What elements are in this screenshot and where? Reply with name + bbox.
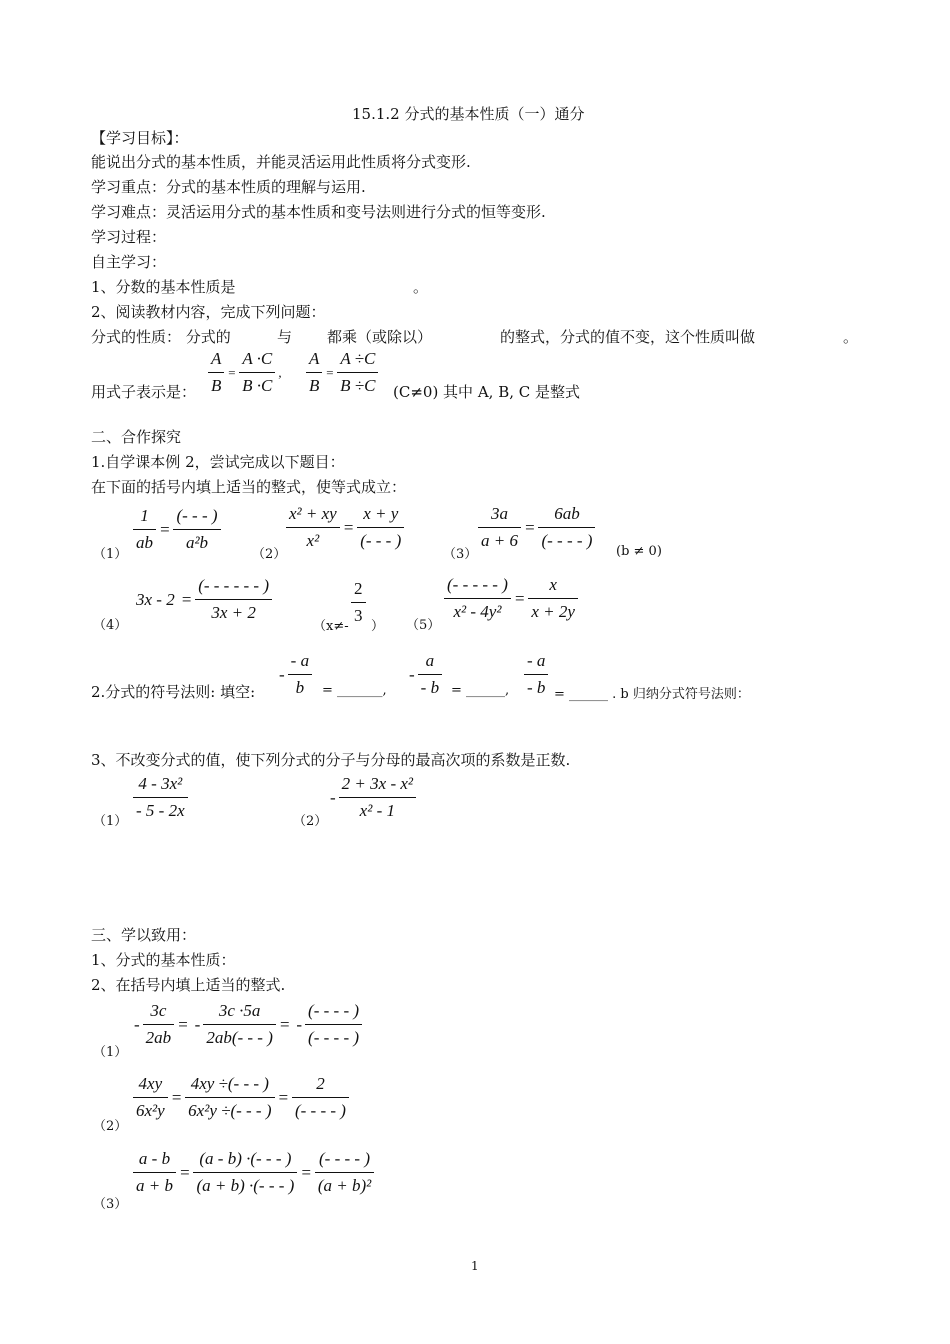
section-2-heading: 二、合作探究 — [91, 428, 182, 446]
label-2: （2） — [252, 547, 287, 562]
property-end: 。 — [843, 328, 859, 346]
goals-heading: 【学习目标】： — [91, 129, 189, 147]
exercise-3: $\frac{3a}{a + 6}$ = $\frac{6ab}{(- - - - )}$ — [478, 503, 595, 552]
exercise-1: $\frac{1}{ab}$ = $\frac{(- - - )}{\text{a²b}}$ — [133, 505, 221, 554]
exercise-4: 3x - 2 = $\frac{(- - - - - - )}{3x + 2}$ — [133, 575, 272, 624]
condition-b: (b ≠ 0) — [616, 544, 662, 559]
label-3: （3） — [443, 547, 478, 562]
section-2-q3: 3、不改变分式的值，使下列分式的分子与分母的最高次项的系数是正数. — [91, 751, 571, 769]
sign-expr-3: $\frac{- a}{- b}$ — [524, 650, 548, 699]
sign-rule-label: 2.分式的符号法则: 填空: — [91, 683, 256, 701]
formula-divide: $\frac{A}{B}$ = $\frac{A \div C}{B \div C}$ — [306, 348, 378, 397]
sign-blank-1: = _______, — [322, 683, 387, 698]
expression-condition: (C≠0) 其中 A, B, C 是整式 — [393, 383, 581, 401]
exercise-5: $\frac{(- - - - - )}{\text{x² - 4y²}}$ = $\frac{x}{x + 2y}$ — [444, 574, 578, 623]
s3-label-3: （3） — [93, 1197, 128, 1212]
self-study-heading: 自主学习： — [91, 253, 167, 271]
page-number: 1 — [471, 1259, 479, 1273]
s3-label-1: （1） — [93, 1045, 128, 1060]
label-5: （5） — [406, 618, 441, 633]
condition-x-fraction: $\frac{2}{3}$ — [351, 578, 366, 627]
q3-label-1: （1） — [93, 814, 128, 829]
goal-text: 能说出分式的基本性质，并能灵活运用此性质将分式变形. — [91, 153, 471, 171]
section-2-q1: 1.自学课本例 2，尝试完成以下题目： — [91, 453, 345, 471]
question-1: 1、分数的基本性质是 — [91, 278, 236, 296]
property-part-c: 都乘（或除以） — [327, 328, 433, 346]
s3-label-2: （2） — [93, 1119, 128, 1134]
q3-label-2: （2） — [293, 814, 328, 829]
sign-blank-2: = ______, — [451, 683, 510, 698]
section-3-q2: 2、在括号内填上适当的整式. — [91, 976, 286, 994]
s3-expr-3: $\frac{a - b}{a + b}$ = $\frac{(a - b) \cdot(- - - )}{(a + b) \cdot(- - - )}$ = $\frac{(- - - - )}{\text{(a + b)²}}$ — [133, 1148, 374, 1197]
exercise-2: $\frac{\text{x² + xy}}{\text{x²}}$ = $\frac{x + y}{(- - - )}$ — [286, 503, 404, 552]
key-point: 学习重点：分式的基本性质的理解与运用. — [91, 178, 366, 196]
sign-expr-1: - $\frac{- a}{b}$ — [276, 650, 312, 699]
q3-expr-1: $\frac{\text{4 - 3x²}}{- 5 - 2x}$ — [133, 773, 188, 822]
q3-expr-2: - $\frac{\text{2 + 3x - x²}}{\text{x² - 1}}$ — [327, 773, 416, 822]
section-3-q1: 1、分式的基本性质： — [91, 951, 236, 969]
s3-expr-1: - $\frac{3c}{2ab}$ = - $\frac{3c \cdot 5a}{2ab(- - - )}$ = - $\frac{(- - - - )}{(- - - - )}$ — [131, 1000, 362, 1049]
sign-blank-3: = ______ . b 归纳分式符号法则： — [554, 687, 750, 702]
difficulty: 学习难点：灵活运用分式的基本性质和变号法则进行分式的恒等变形. — [91, 203, 546, 221]
s3-expr-2: $\frac{4xy}{\text{6x²y}}$ = $\frac{4xy \div(- - - )}{\text{6x²y ÷(- - - )}}$ = $\frac{2}{(- - - - )}$ — [133, 1073, 349, 1122]
section-2-q1b: 在下面的括号内填上适当的整式，使等式成立： — [91, 478, 407, 496]
page-title: 15.1.2 分式的基本性质（一）通分 — [352, 105, 585, 123]
question-2: 2、阅读教材内容，完成下列问题： — [91, 303, 326, 321]
property-part-d: 的整式，分式的值不变，这个性质叫做 — [500, 328, 756, 346]
process-heading: 学习过程： — [91, 228, 167, 246]
expression-label: 用式子表示是： — [91, 383, 197, 401]
property-part-b: 与 — [277, 328, 293, 346]
condition-x-end: ） — [371, 619, 385, 634]
property-part-a: 分式的性质： 分式的 — [91, 328, 231, 346]
label-4: （4） — [93, 618, 128, 633]
formula-multiply: $\frac{A}{B}$ = $\frac{A \cdot C}{B \cdot C}$ , — [208, 348, 285, 397]
question-1-end: 。 — [413, 278, 429, 296]
section-3-heading: 三、学以致用： — [91, 926, 197, 944]
label-1: （1） — [93, 547, 128, 562]
sign-expr-2: - $\frac{a}{- b}$ — [406, 650, 442, 699]
condition-x: （x≠- — [313, 619, 349, 634]
